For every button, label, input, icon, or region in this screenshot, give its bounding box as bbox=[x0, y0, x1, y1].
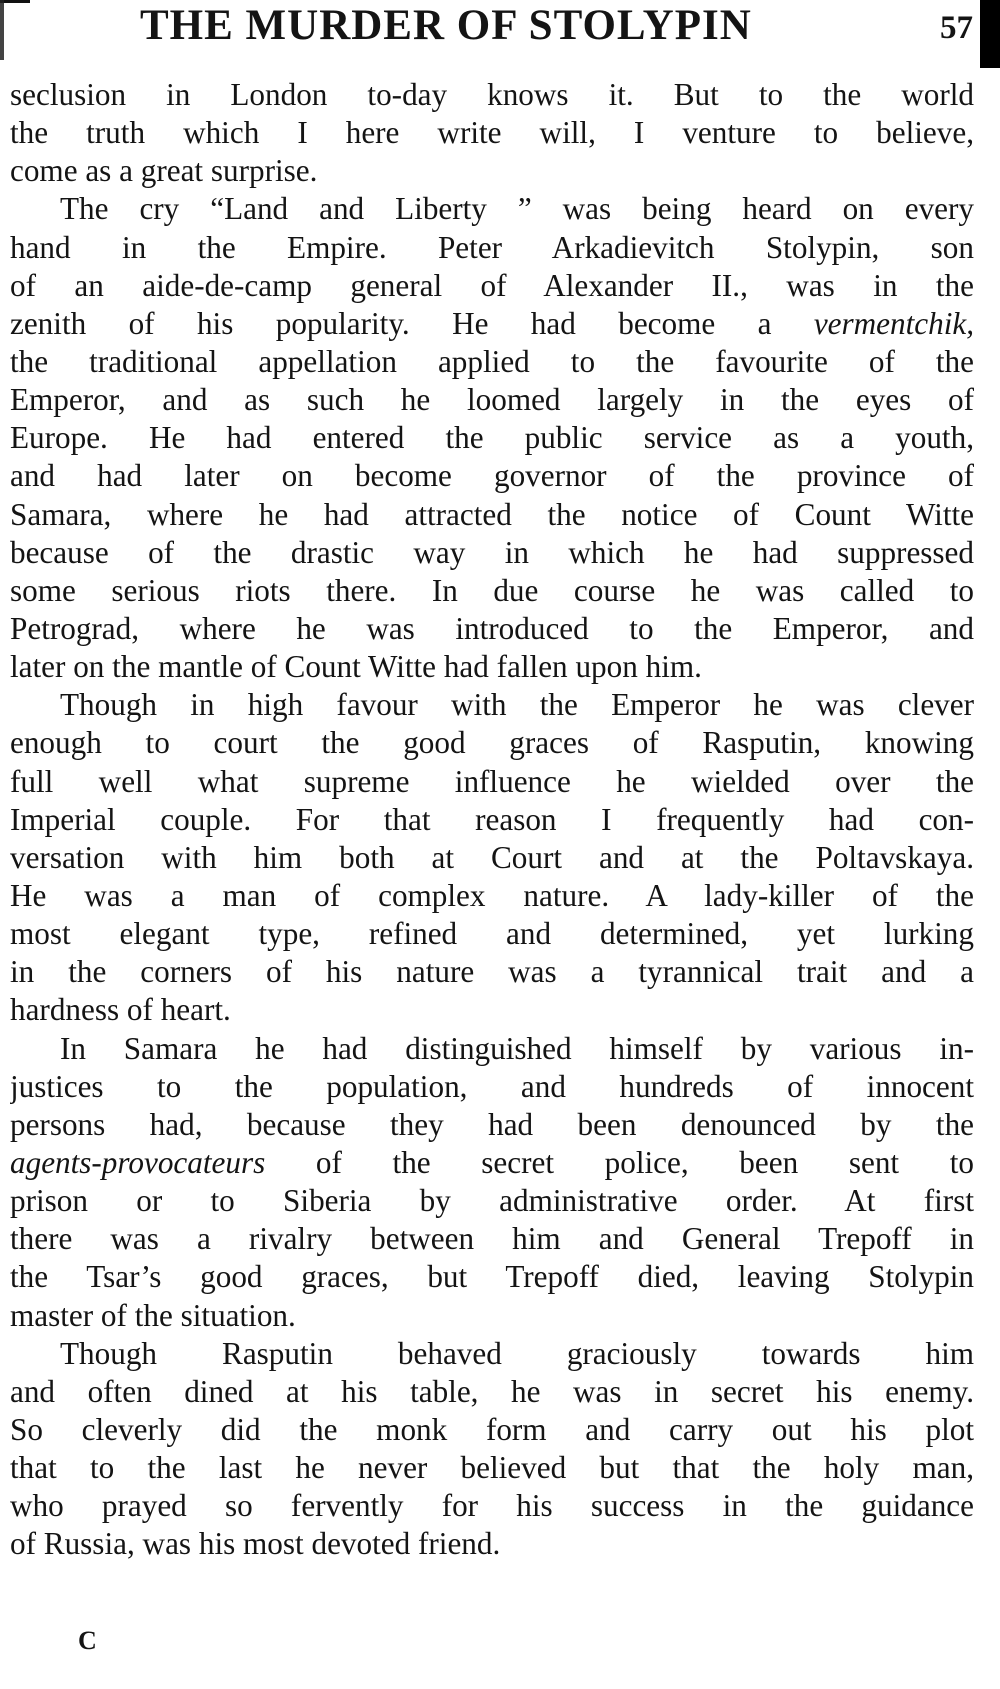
text-line: Imperial couple. For that reason I frequently had con- bbox=[10, 801, 974, 837]
page-number: 57 bbox=[940, 10, 973, 46]
text-line: and often dined at his table, he was in secret his enemy. bbox=[10, 1373, 974, 1409]
scan-edge-bar bbox=[980, 0, 1000, 68]
body-text bbox=[10, 76, 974, 1563]
text-line: and had later on become governor of the province of bbox=[10, 458, 974, 494]
text-line: versation with him both at Court and at the Poltavskaya. bbox=[10, 839, 974, 875]
text-line: some serious riots there. In due course he was called to bbox=[10, 572, 974, 608]
text-line: prison or to Siberia by administrative order. At first bbox=[10, 1183, 974, 1219]
text-line: persons had, because they had been denounced by the bbox=[10, 1106, 974, 1142]
text-line: Though Rasputin behaved graciously towards him bbox=[60, 1335, 974, 1371]
text-line: who prayed so fervently for his success in the guidance bbox=[10, 1488, 974, 1524]
text-line: Europe. He had entered the public service as a youth, bbox=[10, 420, 974, 456]
italic-term: agents-provocateurs bbox=[10, 1144, 266, 1180]
text-line: the traditional appellation applied to the favourite of the bbox=[10, 343, 974, 379]
text-line: come as a great surprise. bbox=[10, 153, 318, 189]
text-line: seclusion in London to-day knows it. But to the world bbox=[10, 77, 974, 112]
text-line: the Tsar’s good graces, but Trepoff died, leaving Stolypin bbox=[10, 1259, 974, 1295]
text-run: of the secret police, been sent to bbox=[265, 1144, 974, 1180]
text-line: He was a man of complex nature. A lady-killer of the bbox=[10, 877, 974, 913]
text-line: in the corners of his nature was a tyrannical trait and a bbox=[10, 954, 974, 990]
text-line: later on the mantle of Count Witte had fallen upon him. bbox=[10, 649, 702, 685]
text-line: So cleverly did the monk form and carry out his plot bbox=[10, 1411, 974, 1447]
text-run: zenith of his popularity. He had become a bbox=[10, 305, 814, 341]
italic-term: vermentchik, bbox=[813, 305, 974, 341]
text-line: because of the drastic way in which he had suppressed bbox=[10, 534, 974, 570]
text-line: In Samara he had distinguished himself by various in- bbox=[60, 1030, 974, 1066]
text-line: The cry “Land and Liberty ” was being heard on every bbox=[60, 191, 974, 227]
text-line: Emperor, and as such he loomed largely in the eyes of bbox=[10, 382, 974, 418]
text-line: justices to the population, and hundreds of innocent bbox=[10, 1068, 974, 1104]
text-line: the truth which I here write will, I venture to believe, bbox=[10, 115, 974, 151]
text-line: hardness of heart. bbox=[10, 992, 231, 1028]
text-line: Though in high favour with the Emperor he was clever bbox=[60, 687, 974, 723]
signature-mark: C bbox=[78, 1626, 97, 1655]
scan-edge-mark bbox=[0, 0, 4, 60]
text-line: of an aide-de-camp general of Alexander II., was in the bbox=[10, 267, 974, 303]
text-line: Samara, where he had attracted the notice of Count Witte bbox=[10, 496, 974, 532]
text-line: hand in the Empire. Peter Arkadievitch Stolypin, son bbox=[10, 229, 974, 265]
text-line: Petrograd, where he was introduced to the Emperor, and bbox=[10, 610, 974, 646]
text-line bbox=[10, 1144, 974, 1182]
page-header bbox=[10, 0, 1000, 60]
text-line: most elegant type, refined and determined, yet lurking bbox=[10, 916, 974, 952]
text-line: there was a rivalry between him and General Trepoff in bbox=[10, 1221, 974, 1257]
text-line: full well what supreme influence he wielded over the bbox=[10, 763, 974, 799]
text-line bbox=[10, 305, 974, 343]
text-line: that to the last he never believed but that the holy man, bbox=[10, 1450, 974, 1486]
running-title: THE MURDER OF STOLYPIN bbox=[140, 2, 752, 49]
text-line: enough to court the good graces of Rasputin, knowing bbox=[10, 725, 974, 761]
text-line: master of the situation. bbox=[10, 1297, 296, 1333]
text-line: of Russia, was his most devoted friend. bbox=[10, 1526, 501, 1562]
